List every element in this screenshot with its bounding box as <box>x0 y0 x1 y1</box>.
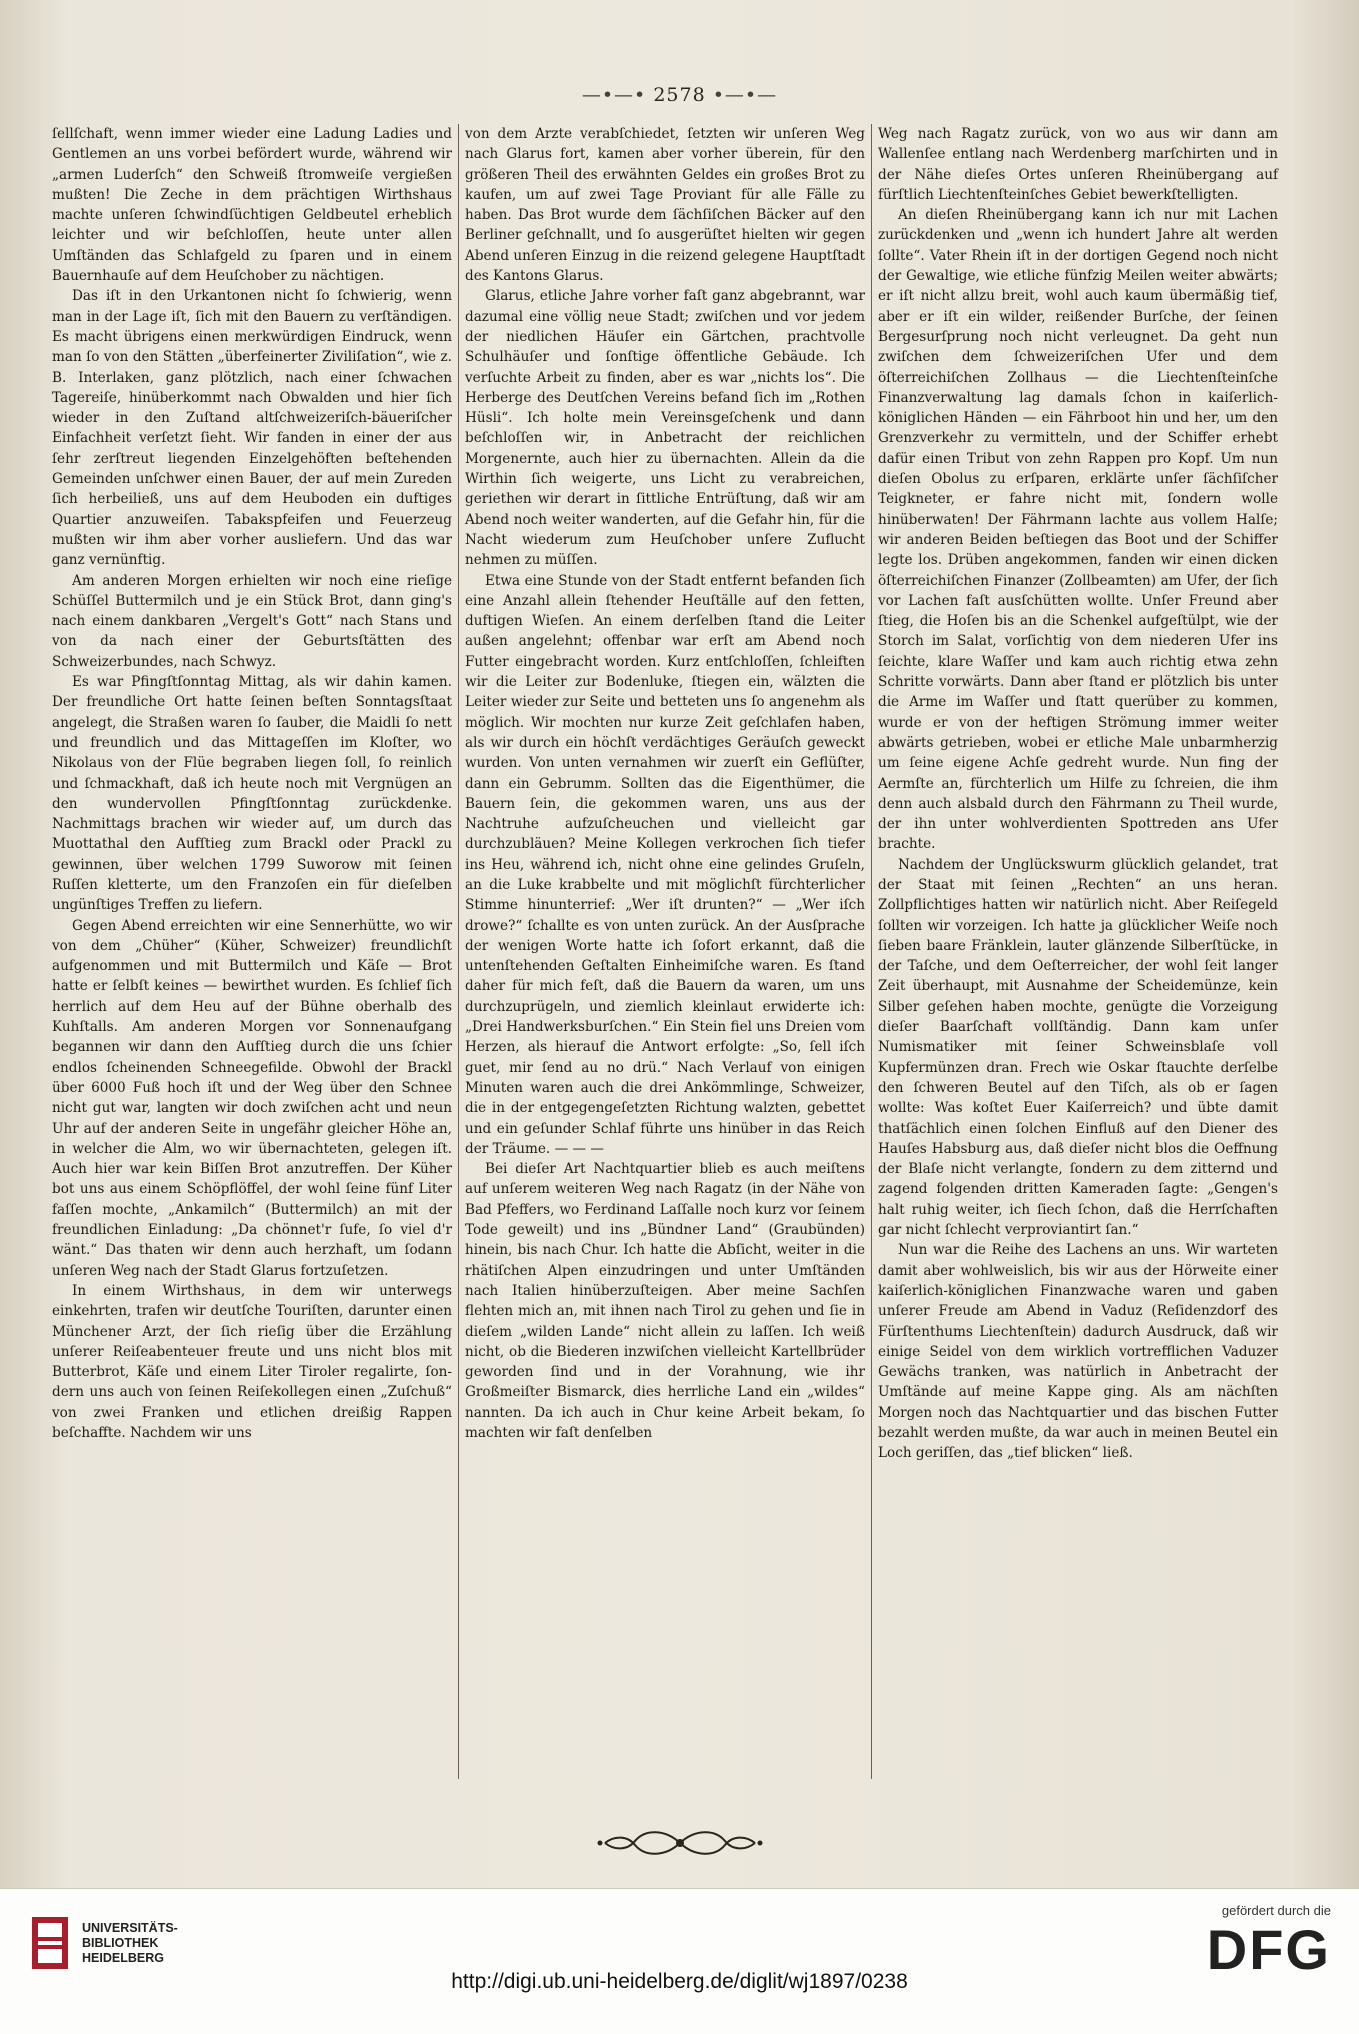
paragraph: Weg nach Ragatz zurück, von wo aus wir dann am Wallenſee entlang nach Werdenberg marſchirten und in der Nähe dieſes Ortes unſeren Rheinübergang auf fürſtlich Liechtenſteinſches Gebiet bewerkſtelligten. <box>878 126 1278 203</box>
paragraph: Gegen Abend erreichten wir eine Sennerhütte, wo wir von dem „Chüher“ (Küher, Schweizer) freundlichſt aufgenommen und mit Buttermilch und Käſe — Brot hatte er ſelbſt keines — bewirthet wurden. Es ſchlief ſich herrlich auf dem Heu auf der Bühne oberhalb des Kuhſtalls. Am anderen Morgen vor Sonnenaufgang begannen wir dann den Aufſtieg durch die uns ſchier endlos ſcheinenden Schneegefilde. Obwohl der Brackl über 6000 Fuß hoch iſt und der Weg über den Schnee nicht gut war, langten wir doch zwiſchen acht und neun Uhr auf der anderen Seite in ungefähr gleicher Höhe an, in welcher die Alm, wo wir übernachteten, gelegen iſt. Auch hier war kein Biſſen Brot anzutreffen. Der Küher bot uns aus einem Schöpflöffel, der wohl ſeine fünf Liter faſſen mochte, „Ankamilch“ (Buttermilch) an mit der freundlichen Einladung: „Da chönnet'r ſufe, ſo viel d'r wänt.“ Das thaten wir denn auch herzhaft, um ſodann unſeren Weg nach der Stadt Glarus fortzuſetzen. <box>52 917 452 1279</box>
paragraph: In einem Wirthshaus, in dem wir unterwegs einkehrten, trafen wir deutſche Touriſten, darunter einen Münchener Arzt, der ſich rieſig über die Erzählung unſerer Reiſeabenteuer freute und uns nicht blos mit Butterbrot, Käſe und einem Liter Tiroler regalirte, ſondern uns auch von ſeinen Reiſekollegen einen „Zuſchuß“ von zwei Franken und etlichen dreißig Rappen beſchaffte. Nachdem wir uns <box>52 1282 452 1441</box>
dfg-logo-icon[interactable] <box>1206 1903 1331 1981</box>
dfg-logo-text: DFG <box>1206 1918 1331 1981</box>
column-right <box>871 124 1284 1779</box>
library-logo[interactable] <box>30 1915 178 1971</box>
header-ornament-left: —•—• <box>581 84 647 106</box>
paragraph: Etwa eine Stunde von der Stadt entfernt befanden ſich eine Anzahl allein ſtehender Heuſtälle auf den fetten, duftigen Wieſen. An einem derſelben ſtand die Leiter außen angelehnt; offenbar war erſt am Abend noch Futter eingebracht worden. Kurz entſchloſſen, ſchleiften wir die Leiter zur Bodenluke, ſtiegen ein, wälzten die Leiter wieder zur Seite und betteten uns ſo angenehm als möglich. Wir mochten nur kurze Zeit geſchlafen haben, als wir durch ein höchſt verdächtiges Geräuſch geweckt wurden. Von unten vernahmen wir zuerſt ein Geflüſter, dann ein Gebrumm. Sollten das die Eigenthümer, die Bauern ſein, die gekommen waren, uns aus der Nachtruhe aufzuſcheuchen und vielleicht gar durchzubläuen? Meine Kollegen verkrochen ſich tiefer ins Heu, während ich, nicht ohne eine gelindes Gruſeln, an die Luke krabbelte und mit möglichſt fürchterlicher Stimme hinunterrief: „Wer iſt drunten?“ — „Wer iſch drowe?“ ſchallte es von unten zurück. An der Ausſprache der wenigen Worte hatte ich ſofort erkannt, daß die untenſtehenden Geſtalten Einheimiſche waren. Es ſtand daher für mich feſt, daß die Bauern da waren, um uns durchzuprügeln, und ziemlich kleinlaut erwiderte ich: „Drei Handwerksburſchen.“ Ein Stein fiel uns Dreien vom Herzen, als hierauf die Antwort erfolgte: „So, ſell iſch guet, mir ſend au no drü.“ Nach Verlauf von einigen Minuten waren auch die drei Ankömmlinge, Schweizer, die in der entgegengeſetzten Richtung walzten, gebettet und ein geſunder Schlaf führte uns hinüber in das Reich der Träume. — — — <box>465 572 865 1157</box>
digitization-footer <box>0 1888 1359 2034</box>
paragraph: Das iſt in den Urkantonen nicht ſo ſchwierig, wenn man in der Lage iſt, ſich mit den Bauern zu verſtändigen. Es macht übrigens einen merkwürdigen Eindruck, wenn man ſo von den Stätten „überfeinerter Ziviliſation“, wie z. B. Interlaken, ganz plötzlich, nach einer ſchwachen Tagereiſe, hinüberkommt nach Obwalden und hier ſich wieder in den Zuſtand altſchweizeriſch-bäueriſcher Einfachheit verſetzt ſieht. Wir fanden in einer der aus ſehr zerſtreut liegenden Einzelgehöften beſtehenden Gemeinden unſchwer einen Bauer, der auf mein Zureden ſich herbeiließ, uns auf dem Heuboden ein duftiges Quartier anzuweiſen. Tabakspfeifen und Feuerzeug mußten wir ihm aber vorher ausliefern. Und das war ganz vernünftig. <box>52 288 452 569</box>
library-name-line: BIBLIOTHEK <box>82 1935 159 1950</box>
page-number: 2578 <box>653 84 706 106</box>
paragraph: Nun war die Reihe des Lachens an uns. Wir warteten damit aber wohlweislich, bis wir aus der Hörweite einer kaiſerlich-königlichen Finanzwache waren und gaben unſerer Freude am Abend in Vaduz (Reſidenzdorf des Fürſtenthums Liechtenſtein) dadurch Ausdruck, daß wir einige Seidel von dem wirklich vortrefflichen Vaduzer Gewächs tranken, was natürlich in Anbetracht der Umſtände auf meine Kappe ging. Als am nächſten Morgen noch das Nachtquartier und das bischen Futter bezahlt werden mußte, da war auch in meinen Beutel ein Loch geriſſen, das „tief blicken“ ließ. <box>878 1242 1278 1462</box>
column-left <box>46 124 458 1779</box>
page-header <box>0 84 1359 106</box>
paragraph: von dem Arzte verabſchiedet, ſetzten wir unſeren Weg nach Glarus fort, kamen aber vorher überein, für den größeren Theil des erwähnten Geldes ein großes Brot zu kaufen, um auf zwei Tage Proviant für alle Fälle zu haben. Das Brot wurde dem ſächſiſchen Bäcker auf den Berliner geſchnallt, und ſo ausgerüſtet hielten wir gegen Abend unſeren Einzug in die reizend gelegene Hauptſtadt des Kantons Glarus. <box>465 126 865 285</box>
source-url-link[interactable]: http://digi.ub.uni-heidelberg.de/diglit/wj1897/0238 <box>451 1970 908 1993</box>
paragraph: Glarus, etliche Jahre vorher faſt ganz abgebrannt, war dazumal eine völlig neue Stadt; zwiſchen und vor jedem der niedlichen Häuſer ein Gärtchen, prachtvolle Schulhäuſer und ſonſtige öffentliche Gebäude. Ich verſuchte Arbeit zu finden, aber es war „nichts los“. Die Herberge des Deutſchen Vereins befand ſich im „Rothen Hüsli“. Ich holte mein Vereinsgeſchenk und dann beſchloſſen wir, in Anbetracht der reichlichen Morgenernte, auch hier zu übernachten. Allein da die Wirthin ſich weigerte, uns Licht zu verabreichen, geriethen wir derart in ſittliche Entrüſtung, daß wir am Abend noch weiter wanderten, auf die Gefahr hin, für die Nacht wiederum zum Heuſchober unſere Zuflucht nehmen zu müſſen. <box>465 288 865 569</box>
paragraph: Es war Pfingſtſonntag Mittag, als wir dahin kamen. Der freundliche Ort hatte ſeinen beſten Sonntagsſtaat angelegt, die Straßen waren ſo ſauber, die Maidli ſo nett und freundlich und das Mittageſſen im Kloſter, wo Nikolaus von der Flüe begraben liegen ſoll, ſo reinlich und ſchmackhaft, daß ich heute noch mit Vergnügen an den wundervollen Pfingſtſonntag zurückdenke. Nachmittags brachen wir wieder auf, um durch das Muottathal den Aufſtieg zum Brackl oder Prackl zu gewinnen, über welchen 1799 Suworow mit ſeinen Ruſſen kletterte, um den Franzoſen ein für dieſelben ungünſtiges Treffen zu liefern. <box>52 674 452 914</box>
library-name <box>82 1921 178 1966</box>
paragraph: Am anderen Morgen erhielten wir noch eine rieſige Schüſſel Buttermilch und je ein Stück Brot, dann ging's nach einem dankbaren „Vergelt's Gott“ nach Stans und von da nach einer der Geburtsſtätten des Schweizerbundes, nach Schwyz. <box>52 572 452 670</box>
library-name-line: HEIDELBERG <box>82 1950 164 1965</box>
library-name-line: UNIVERSITÄTS- <box>82 1920 178 1935</box>
paragraph: ſellſchaft, wenn immer wieder eine Ladung Ladies und Gentlemen an uns vorbei befördert wurde, während wir „armen Luderſch“ den Schweiß ſtromweiſe vergießen mußten! Die Zeche in dem prächtigen Wirthshaus machte unſeren ſchwindſüchtigen Geldbeutel erheblich leichter und wir beſchloſſen, heute unter allen Umſtänden das Schlafgeld zu ſparen und in einem Bauernhauſe auf dem Heuſchober zu nächtigen. <box>52 126 452 285</box>
ub-heidelberg-logo-icon <box>30 1915 70 1971</box>
header-ornament-right: •—•— <box>712 84 778 106</box>
paragraph: Bei dieſer Art Nachtquartier blieb es auch meiſtens auf unſerem weiteren Weg nach Ragatz (in der Nähe von Bad Pfeffers, wo Ferdinand Laſſalle noch kurz vor ſeinem Tode geweilt) und ins „Bündner Land“ (Graubünden) hinein, bis nach Chur. Ich hatte die Abſicht, weiter in die rhätiſchen Alpen einzudringen und unter Umſtänden nach Italien hinüberzuſteigen. Aber meine Sachſen flehten mich an, mit ihnen nach Tirol zu gehen und ſie in dieſem „wilden Lande“ nicht allein zu laſſen. Ich weiß nicht, ob die Biederen inzwiſchen vielleicht Kartellbrüder geworden ſind und in der Vorahnung, wie ihr Großmeiſter Bismarck, dies herrliche Land ein „wildes“ nannten. Da ich auch in Chur keine Arbeit bekam, ſo machten wir faſt denſelben <box>465 1161 865 1441</box>
column-middle <box>458 124 871 1779</box>
vignette-ornament-icon <box>0 1826 1359 1860</box>
paragraph: An dieſen Rheinübergang kann ich nur mit Lachen zurückdenken und „wenn ich hundert Jahre alt werden ſollte“. Vater Rhein iſt in der dortigen Gegend noch nicht der Gewaltige, wie etliche fünfzig Meilen weiter abwärts; er iſt nicht allzu breit, wohl auch kaum übermäßig tief, aber er iſt ein wilder, reißender Burſche, der ſeinen Bergesurſprung noch nicht verleugnet. Da geht nun zwiſchen dem ſchweizeriſchen Ufer und dem öſterreichiſchen Zollhaus — die Liechtenſteinſche Finanzverwaltung lag damals ſchon in kaiſerlich-königlichen Händen — ein Fährboot hin und her, um den Grenzverkehr zu vermitteln, und der Schiffer erhebt dafür einen Tribut von zehn Rappen pro Kopf. Um nun dieſen Obolus zu erſparen, erklärte unſer ſächſiſcher Teigkneter, er fahre nicht mit, ſondern wolle hinüberwaten! Der Fährmann lachte aus vollem Halſe; wir anderen Beiden beſtiegen das Boot und der Schiffer legte los. Drüben angekommen, fanden wir einen dicken öſterreichiſchen Finanzer (Zollbeamten) am Ufer, der ſich vor Lachen faſt ausſchütten wollte. Unſer Freund aber ſtieg, die Hoſen bis an die Schenkel aufgeſtülpt, wie der Storch im Salat, vorſichtig von dem niederen Ufer ins ſeichte, klare Waſſer und kam auch richtig etwa zehn Schritte vorwärts. Dann aber ſtand er plötzlich bis unter die Arme im Waſſer und ſtatt querüber zu kommen, wurde er von der heftigen Strömung immer weiter abwärts getrieben, wobei er etliche Male unbarmherzig um ſeine eigene Achſe gedreht wurde. Nun fing der Aermſte an, fürchterlich um Hilfe zu ſchreien, die ihm denn auch alsbald durch den Fährmann zu Theil wurde, der ihn unter wohlverdienten Spottreden ans Ufer brachte. <box>878 207 1278 853</box>
funding-caption: gefördert durch die <box>1221 1903 1331 1918</box>
paragraph: Nachdem der Unglückswurm glücklich gelandet, trat der Staat mit ſeinen „Rechten“ an uns heran. Zollpflichtiges hatten wir natürlich nicht. Aber Reiſegeld ſollten wir vorzeigen. Ich hatte ja glücklicher Weiſe noch ſieben baare Fränklein, lauter glänzende Silberſtücke, in der Taſche, und dem Oeſterreicher, der wohl ſeit langer Zeit überhaupt, mit Ausnahme der Scheidemünze, kein Silber geſehen haben mochte, genügte die Vorzeigung dieſer Baarſchaft vollſtändig. Dann kam unſer Numismatiker mit ſeiner Schweinsblaſe voll Kupfermünzen dran. Frech wie Oskar ſtauchte derſelbe den ſchweren Beutel auf den Tiſch, als ob er ſagen wollte: Was koſtet Euer Kaiſerreich? und übte damit thatſächlich einen ſolchen Einfluß auf den Diener des Hauſes Habsburg aus, daß dieſer nicht blos die Oeffnung der Blaſe nicht verlangte, ſondern zu dem zitternd und zagend folgenden dritten Kameraden ſagte: „Gengen's halt ruhig weiter, ich ſiech ſchon, daß die Herrſchaften gar nicht ſchlecht verproviantirt ſan.“ <box>878 856 1278 1239</box>
article-columns <box>46 124 1311 1779</box>
